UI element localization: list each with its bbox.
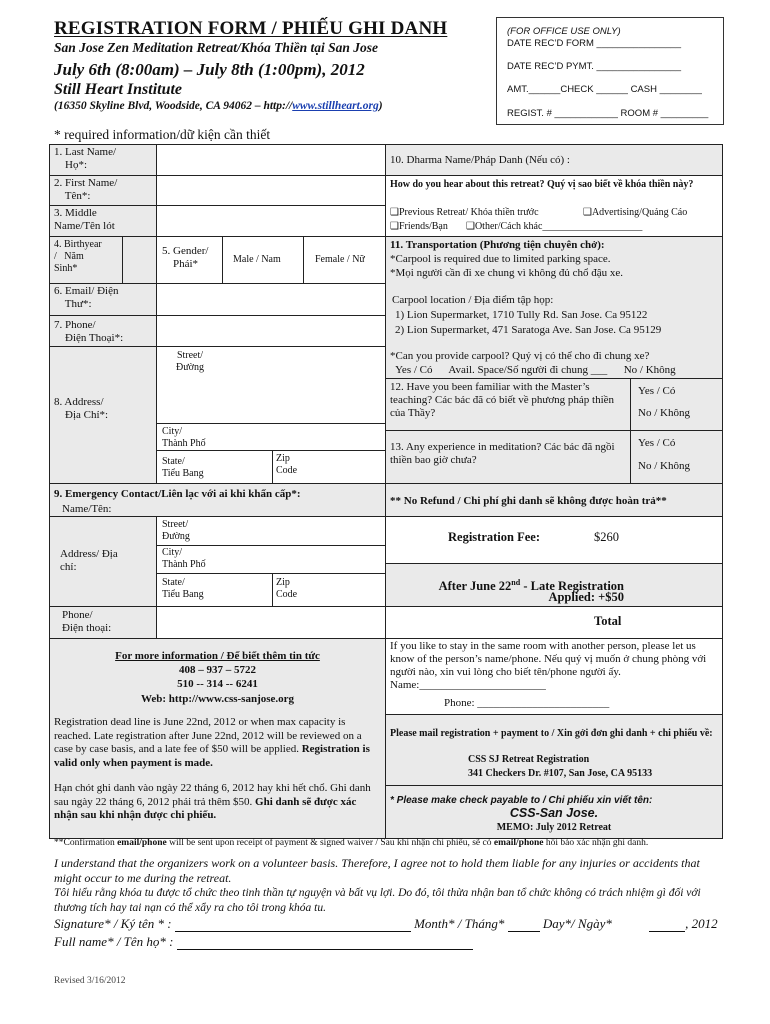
check-payable-note: * Please make check payable to / Chi phiếu xin viết tên: — [390, 795, 653, 806]
mail-recipient: CSS SJ Retreat Registration — [468, 754, 590, 765]
birthyear-label: 4. Birthyear / Năm Sinh* — [54, 239, 102, 274]
required-note: * required information/dữ kiện cần thiết — [54, 127, 271, 142]
option-friends[interactable]: ❑Friends/Bạn — [390, 221, 448, 232]
day-label: Day*/ Ngày* — [542, 916, 612, 931]
website-link[interactable]: www.stillheart.org — [292, 100, 379, 112]
birthyear-field[interactable] — [123, 237, 156, 283]
middle-name-field[interactable] — [157, 207, 385, 235]
late-label-a: After June 22 — [438, 579, 512, 594]
memo-note: MEMO: July 2012 Retreat — [496, 822, 612, 833]
carpool-location-1: 1) Lion Supermarket, 1710 Tully Rd. San Jose. Ca 95122 — [395, 309, 648, 321]
waiver-english: I understand that the organizers work on a volunteer basis. Therefore, I agree not to hold them liable for any injuries or accidents that might occur to me during the retreat. — [54, 856, 700, 885]
carpool-required-en: *Carpool is required due to limited parking space. — [390, 253, 611, 265]
familiar-no[interactable]: No / Không — [638, 407, 690, 419]
deadline-vn-bold: Ghi danh sẽ được xác nhận sau khi nhận được chi phiếu. — [54, 795, 357, 821]
fee-value: $260 — [594, 530, 619, 544]
emergency-address-label: Address/ Địa chỉ: — [60, 548, 118, 573]
waiver-vietnamese: Tôi hiểu rằng khóa tu được tổ chức theo tinh thần tự nguyện và bất vụ lợi. Do đó, tôi thừa nhận ban tổ chức không có trách nhiệm gì đối với thương tích hay tai nạn có thể xẩy ra cho tôi trong khóa tu. — [54, 887, 701, 914]
confirm-e: hồi báo xác nhận ghi danh. — [543, 838, 649, 848]
signature-line[interactable] — [175, 919, 411, 932]
signature-label: Signature* / Ký tên * : — [54, 916, 172, 931]
check-payee: CSS-San Jose. — [509, 806, 599, 820]
room-request: If you like to stay in the same room with another person, please let us know of the person’s name/phone. Nếu quý vị muốn ở chung phòng với người nào, xin vui lòng cho biết tên/phone người ấy. Name:_______________________ — [390, 640, 707, 691]
info-phone-2: 510 -- 314 -- 6241 — [177, 678, 258, 690]
provide-carpool-answers[interactable]: Yes / Có Avail. Space/Số người đi chung ___ No / Không — [390, 364, 676, 376]
room-phone: Phone: ________________________ — [444, 697, 610, 709]
dharma-name-label: 10. Dharma Name/Pháp Danh (Nếu có) : — [390, 154, 570, 166]
state-label: State/ Tiểu Bang — [162, 456, 204, 479]
last-name-field[interactable] — [157, 146, 385, 175]
carpool-required-vn: *Mọi người cần đi xe chung vì không đủ chổ đậu xe. — [390, 267, 623, 279]
total-label: Total — [594, 614, 622, 628]
emergency-heading: 9. Emergency Contact/Liên lạc với ai khi khẩn cấp*: — [54, 488, 301, 500]
email-label: 6. Email/ Điện Thư*: — [54, 285, 119, 310]
phone-label: 7. Phone/ Điện Thoại*: — [54, 319, 124, 344]
office-date-form: DATE REC’D FORM ________________ — [507, 38, 682, 49]
experience-no[interactable]: No / Không — [638, 460, 690, 472]
confirm-a: **Confirmation — [54, 838, 118, 848]
signature-row — [54, 916, 718, 932]
zip-label: Zip Code — [276, 453, 298, 476]
emergency-city-label: City/ Thành Phố — [162, 547, 206, 570]
info-web: Web: http://www.css-sanjose.org — [140, 693, 295, 705]
emergency-phone-label: Phone/ Điện thoại: — [62, 609, 112, 634]
month-label: Month* / Tháng* — [414, 916, 505, 931]
hear-question: How do you hear about this retreat? Quý vị sao biết về khóa thiền này? — [390, 179, 694, 190]
confirmation-note — [54, 838, 648, 848]
fullname-row — [54, 934, 473, 950]
confirm-c: will be sent upon receipt of payment & signed waiver / Sau khi nhận chi phiếu, sẽ có — [166, 838, 494, 848]
day-line[interactable] — [649, 919, 685, 932]
emergency-phone-field[interactable] — [157, 607, 385, 638]
emergency-name-field[interactable] — [157, 500, 385, 516]
experience-question: 13. Any experience in meditation? Các bác đã ngồi thiền bao giờ chưa? — [390, 441, 615, 466]
office-heading: (FOR OFFICE USE ONLY) — [507, 26, 621, 37]
deadline-text — [54, 716, 382, 770]
office-regist: REGIST. # ____________ ROOM # _________ — [507, 108, 709, 119]
fullname-line[interactable] — [177, 937, 473, 950]
late-label-sup: nd — [511, 578, 521, 587]
familiar-yes[interactable]: Yes / Có — [638, 385, 676, 397]
confirm-d: email/phone — [493, 838, 544, 848]
late-applied: Applied: +$50 — [548, 590, 624, 604]
office-use-box — [496, 17, 724, 125]
retreat-dates: July 6th (8:00am) – July 8th (1:00pm), 2012 — [54, 60, 365, 79]
month-line[interactable] — [508, 919, 540, 932]
deadline-vn: Hạn chót ghi danh vào ngày 22 tháng 6, 2012 hay khi hết chổ. Ghi danh sau ngày 22 tháng 6, 2012 phải trả thêm $50. — [54, 782, 371, 808]
address-prefix: (16350 Skyline Blvd, Woodside, CA 94062 – http:// — [54, 100, 293, 112]
office-date-pymt: DATE REC’D PYMT. ________________ — [507, 61, 682, 72]
institute-address — [54, 100, 383, 112]
middle-name-label: 3. Middle Name/Tên lót — [54, 207, 115, 232]
address-label: 8. Address/ Địa Chỉ*: — [54, 396, 109, 421]
city-label: City/ Thành Phố — [162, 426, 206, 449]
transport-heading: 11. Transportation (Phương tiện chuyên chở): — [390, 239, 605, 251]
familiar-question: 12. Have you been familiar with the Master’s teaching? Các bác đã có biết về phương pháp thiền của Thầy? — [390, 381, 615, 419]
mail-instruction: Please mail registration + payment to / Xin gởi đơn ghi danh + chi phiếu về: — [390, 728, 713, 739]
address-suffix: ) — [378, 100, 383, 112]
deadline-en: Registration dead line is June 22nd, 2012 or when max capacity is reached. Late registration after June 22nd, 2012 will be reviewed on a case by case basis, and a late fee of $50 will be applied. — [54, 716, 362, 755]
phone-field[interactable] — [157, 317, 385, 346]
emergency-street-label: Street/ Đường — [162, 519, 190, 542]
first-name-label: 2. First Name/ Tên*: — [54, 177, 118, 202]
last-name-label: 1. Last Name/ Họ*: — [54, 146, 117, 171]
provide-carpool-question: *Can you provide carpool? Quý vị có thể cho đi chung xe? — [390, 350, 650, 362]
email-field[interactable] — [157, 285, 385, 315]
retreat-subtitle: San Jose Zen Meditation Retreat/Khóa Thiền tại San Jose — [54, 40, 379, 55]
office-amount: AMT.______CHECK ______ CASH ________ — [507, 84, 702, 95]
gender-label: 5. Gender/ Phái* — [162, 245, 209, 270]
gender-female-option[interactable]: Female / Nữ — [315, 254, 365, 265]
form-title: REGISTRATION FORM / PHIẾU GHI DANH — [54, 18, 448, 39]
fee-label: Registration Fee: — [448, 530, 540, 544]
deadline-vn-text — [54, 782, 382, 823]
gender-male-option[interactable]: Male / Nam — [233, 254, 281, 265]
first-name-field[interactable] — [157, 177, 385, 205]
confirm-b: email/phone — [117, 838, 167, 848]
info-phone-1: 408 – 937 – 5722 — [179, 664, 256, 676]
carpool-location-2: 2) Lion Supermarket, 471 Saratoga Ave. San Jose. Ca 95129 — [395, 324, 662, 336]
emergency-zip-label: Zip Code — [276, 577, 298, 600]
option-other[interactable]: ❑Other/Cách khác____________________ — [466, 221, 643, 232]
year-label: , 2012 — [685, 916, 718, 931]
no-refund-note: ** No Refund / Chi phí ghi danh sẽ không được hoàn trả** — [390, 495, 667, 507]
mail-address: 341 Checkers Dr. #107, San Jose, CA 95133 — [468, 768, 653, 779]
deadline-en-bold: Registration is valid only when payment is made. — [54, 743, 370, 769]
late-label-b: - Late Registration — [520, 579, 624, 594]
street-label: Street/ Đường — [176, 350, 204, 373]
revised-date: Revised 3/16/2012 — [54, 976, 126, 986]
institute-name: Still Heart Institute — [54, 81, 183, 98]
experience-yes[interactable]: Yes / Có — [638, 437, 676, 449]
option-advertising[interactable]: ❑Advertising/Quảng Cáo — [583, 207, 688, 218]
fullname-label: Full name* / Tên họ* : — [54, 934, 174, 949]
day-gap — [615, 920, 649, 932]
emergency-name-label: Name/Tên: — [62, 503, 112, 515]
info-heading: For more information / Để biết thêm tin tức — [115, 650, 320, 662]
emergency-state-label: State/ Tiểu Bang — [162, 577, 204, 600]
carpool-location-label: Carpool location / Địa điểm tập họp: — [392, 294, 554, 306]
option-previous-retreat[interactable]: ❑Previous Retreat/ Khóa thiền trước — [390, 207, 539, 218]
